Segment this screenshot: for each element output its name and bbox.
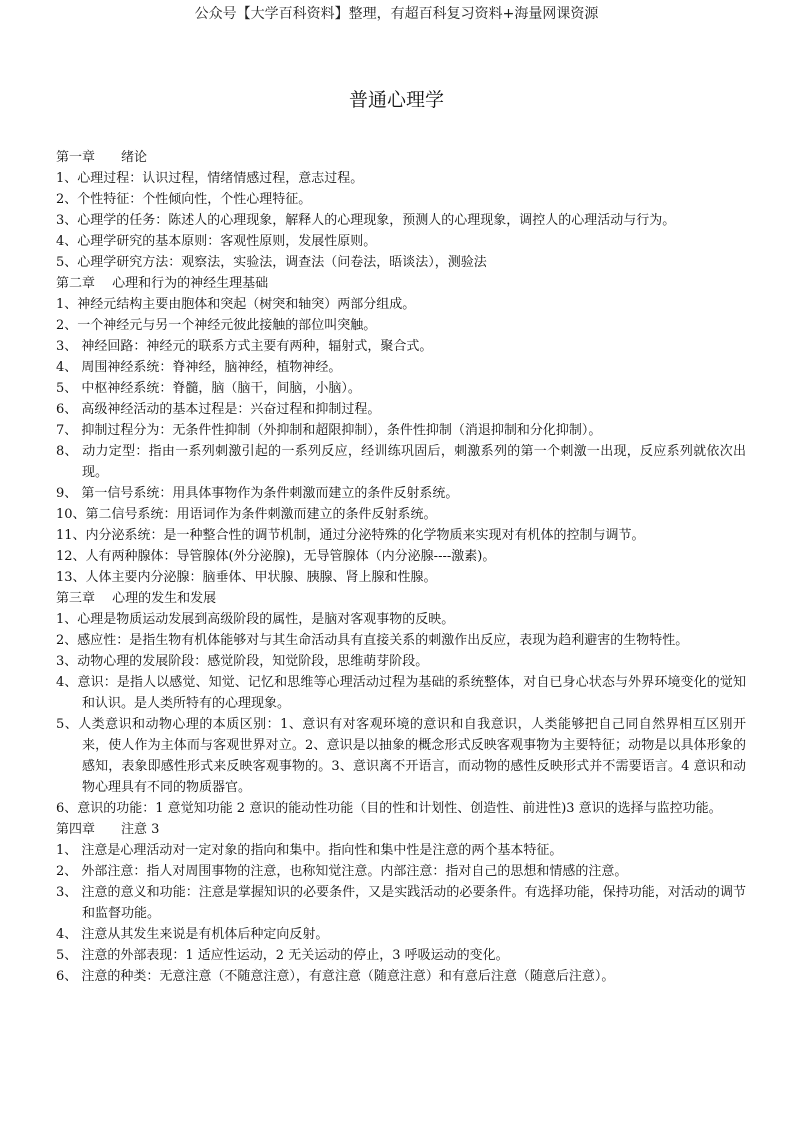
list-item: 13、人体主要内分泌腺：脑垂体、甲状腺、胰腺、肾上腺和性腺。 — [56, 570, 437, 585]
document-title: 普通心理学 — [348, 89, 444, 111]
list-item: 3、 神经回路：神经元的联系方式主要有两种，辐射式，聚合式。 — [56, 339, 433, 354]
chapter-heading: 第三章 心理的发生和发展 — [56, 591, 217, 606]
list-item: 2、个性特征：个性倾向性，个性心理特征。 — [56, 192, 312, 207]
list-item: 1、神经元结构主要由胞体和突起（树突和轴突）两部分组成。 — [56, 297, 416, 312]
list-item: 2、一个神经元与另一个神经元彼此接触的部位叫突触。 — [56, 318, 377, 333]
list-item: 5、心理学研究方法：观察法，实验法，调查法（问卷法，晤谈法），测验法 — [56, 255, 487, 270]
list-item: 4、 周围神经系统：脊神经，脑神经，植物神经。 — [56, 360, 342, 375]
chapter-heading: 第二章 心理和行为的神经生理基础 — [56, 276, 269, 291]
list-item: 3、动物心理的发展阶段：感觉阶段，知觉阶段，思维萌芽阶段。 — [56, 654, 429, 669]
chapter-heading: 第一章 绪论 — [56, 150, 148, 165]
document-body — [56, 147, 746, 987]
list-item: 5、人类意识和动物心理的本质区别：1、意识有对客观环境的意识和自我意识，人类能够把自己同自然界相互区别开来，使人作为主体而与客观世界对立。2、意识是以抽象的概念形式反映客观事物为主要特征；动物是以具体形象的感知，表象即感性形式来反映客观事物的。3、意识离不开语言，而动物的感性反映形式并不需要语言。4 意识和动物心理具有不同的物质器官。 — [56, 717, 746, 795]
list-item: 8、 动力定型：指由一系列刺激引起的一系列反应，经训练巩固后，刺激系列的第一个刺激一出现，反应系列就依次出现。 — [56, 444, 746, 480]
list-item: 6、 注意的种类：无意注意（不随意注意），有意注意（随意注意）和有意后注意（随意后注意）。 — [56, 969, 615, 984]
chapter-heading: 第四章 注意 3 — [56, 822, 160, 837]
chapter-section — [56, 147, 746, 273]
chapter-section — [56, 588, 746, 819]
list-item: 10、第二信号系统：用语词作为条件刺激而建立的条件反射系统。 — [56, 507, 437, 522]
list-item: 5、 注意的外部表现：1 适应性运动，2 无关运动的停止，3 呼吸运动的变化。 — [56, 948, 509, 963]
chapter-section — [56, 273, 746, 588]
list-item: 3、 注意的意义和功能：注意是掌握知识的必要条件，又是实践活动的必要条件。有选择功能，保持功能，对活动的调节和监督功能。 — [56, 885, 746, 921]
chapter-section — [56, 819, 746, 987]
list-item: 5、 中枢神经系统：脊髓，脑（脑干，间脑，小脑）。 — [56, 381, 361, 396]
list-item: 3、心理学的任务：陈述人的心理现象，解释人的心理现象，预测人的心理现象，调控人的心理活动与行为。 — [56, 213, 676, 228]
list-item: 1、心理是物质运动发展到高级阶段的属性，是脑对客观事物的反映。 — [56, 612, 455, 627]
page-header-banner: 公众号【大学百科资料】整理，有超百科复习资料+海量网课资源 — [194, 6, 599, 22]
list-item: 2、感应性：是指生物有机体能够对与其生命活动具有直接关系的刺激作出反应，表现为趋利避害的生物特性。 — [56, 633, 689, 648]
list-item: 1、心理过程：认识过程，情绪情感过程，意志过程。 — [56, 171, 364, 186]
list-item: 7、 抑制过程分为：无条件性抑制（外抑制和超限抑制），条件性抑制（消退抑制和分化抑制）。 — [56, 423, 602, 438]
list-item: 11、内分泌系统：是一种整合性的调节机制，通过分泌特殊的化学物质来实现对有机体的控制与调节。 — [56, 528, 645, 543]
list-item: 6、意识的功能：1 意觉知功能 2 意识的能动性功能（目的性和计划性、创造性、前进性)3 意识的选择与监控功能。 — [56, 801, 722, 816]
list-item: 6、 高级神经活动的基本过程是：兴奋过程和抑制过程。 — [56, 402, 381, 417]
list-item: 4、意识：是指人以感觉、知觉、记忆和思维等心理活动过程为基础的系统整体，对自已身心状态与外界环境变化的觉知和认识。是人类所特有的心理现象。 — [56, 675, 746, 711]
list-item: 2、 外部注意：指人对周围事物的注意，也称知觉注意。内部注意：指对自己的思想和情感的注意。 — [56, 864, 628, 879]
list-item: 1、 注意是心理活动对一定对象的指向和集中。指向性和集中性是注意的两个基本特征。 — [56, 843, 563, 858]
list-item: 12、人有两种腺体：导管腺体(外分泌腺)，无导管腺体（内分泌腺----激素)。 — [56, 549, 496, 564]
list-item: 4、 注意从其发生来说是有机体后种定向反射。 — [56, 927, 329, 942]
list-item: 9、 第一信号系统：用具体事物作为条件刺激而建立的条件反射系统。 — [56, 486, 459, 501]
list-item: 4、心理学研究的基本原则：客观性原则，发展性原则。 — [56, 234, 377, 249]
